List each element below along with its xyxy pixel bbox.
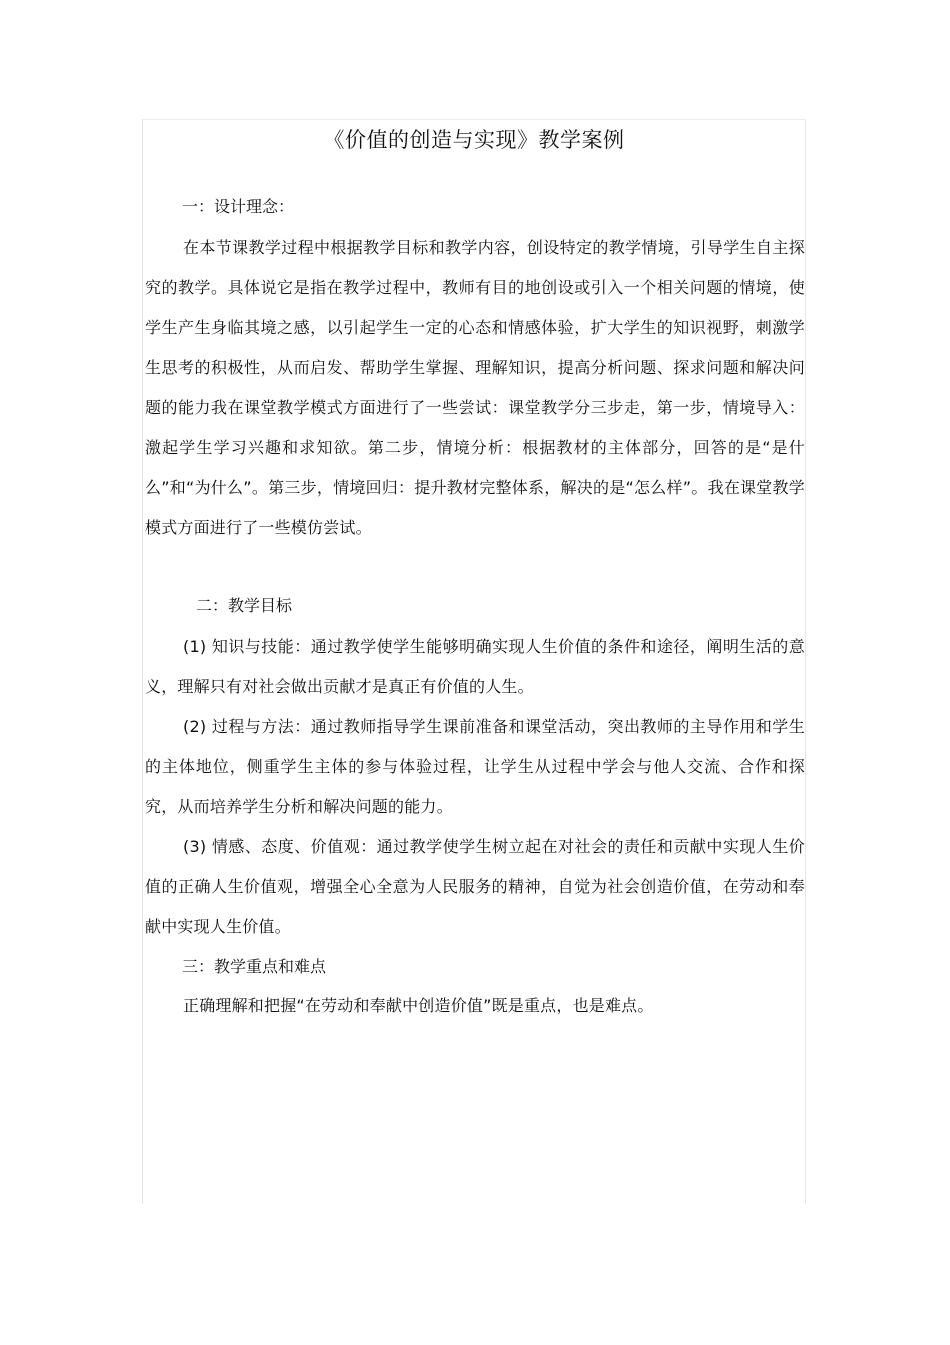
section-heading-key-points: 三：教学重点和难点 bbox=[182, 957, 327, 976]
section-heading-teaching-goals: 二：教学目标 bbox=[196, 596, 293, 615]
paragraph-goal-emotion-values: (3) 情感、态度、价值观：通过教学使学生树立起在对社会的责任和贡献中实现人生价值的正确人生价值观，增强全心全意为人民服务的精神，自觉为社会创造价值，在劳动和奉献中实现人生价值。 bbox=[145, 837, 805, 936]
section-heading-design-concept: 一：设计理念： bbox=[182, 197, 295, 216]
paragraph-design-concept: 在本节课教学过程中根据教学目标和教学内容，创设特定的教学情境，引导学生自主探究的教学。具体说它是指在教学过程中，教师有目的地创设或引入一个相关问题的情境，使学生产生身临其境之感，以引起学生一定的心态和情感体验，扩大学生的知识视野，刺激学生思考的积极性，从而启发、帮助学生掌握、理解知识，提高分析问题、探求问题和解决问题的能力我在课堂教学模式方面进行了一些尝试：课堂教学分三步走，第一步，情境导入：激起学生学习兴趣和求知欲。第二步，情境分析：根据教材的主体部分，回答的是“是什么”和“为什么”。第三步，情境回归：提升教材完整体系，解决的是“怎么样”。我在课堂教学模式方面进行了一些模仿尝试。 bbox=[145, 238, 805, 537]
paragraph-goal-process-method: (2) 过程与方法：通过教师指导学生课前准备和课堂活动，突出教师的主导作用和学生的主体地位，侧重学生主体的参与体验过程，让学生从过程中学会与他人交流、合作和探究，从而培养学生分析和解决问题的能力。 bbox=[145, 717, 805, 816]
document-title: 《价值的创造与实现》教学案例 bbox=[323, 128, 625, 152]
paragraph-goal-knowledge-skills: (1) 知识与技能：通过教学使学生能够明确实现人生价值的条件和途径，阐明生活的意义，理解只有对社会做出贡献才是真正有价值的人生。 bbox=[145, 637, 805, 696]
paragraph-key-points: 正确理解和把握“在劳动和奉献中创造价值”既是重点，也是难点。 bbox=[183, 996, 654, 1015]
